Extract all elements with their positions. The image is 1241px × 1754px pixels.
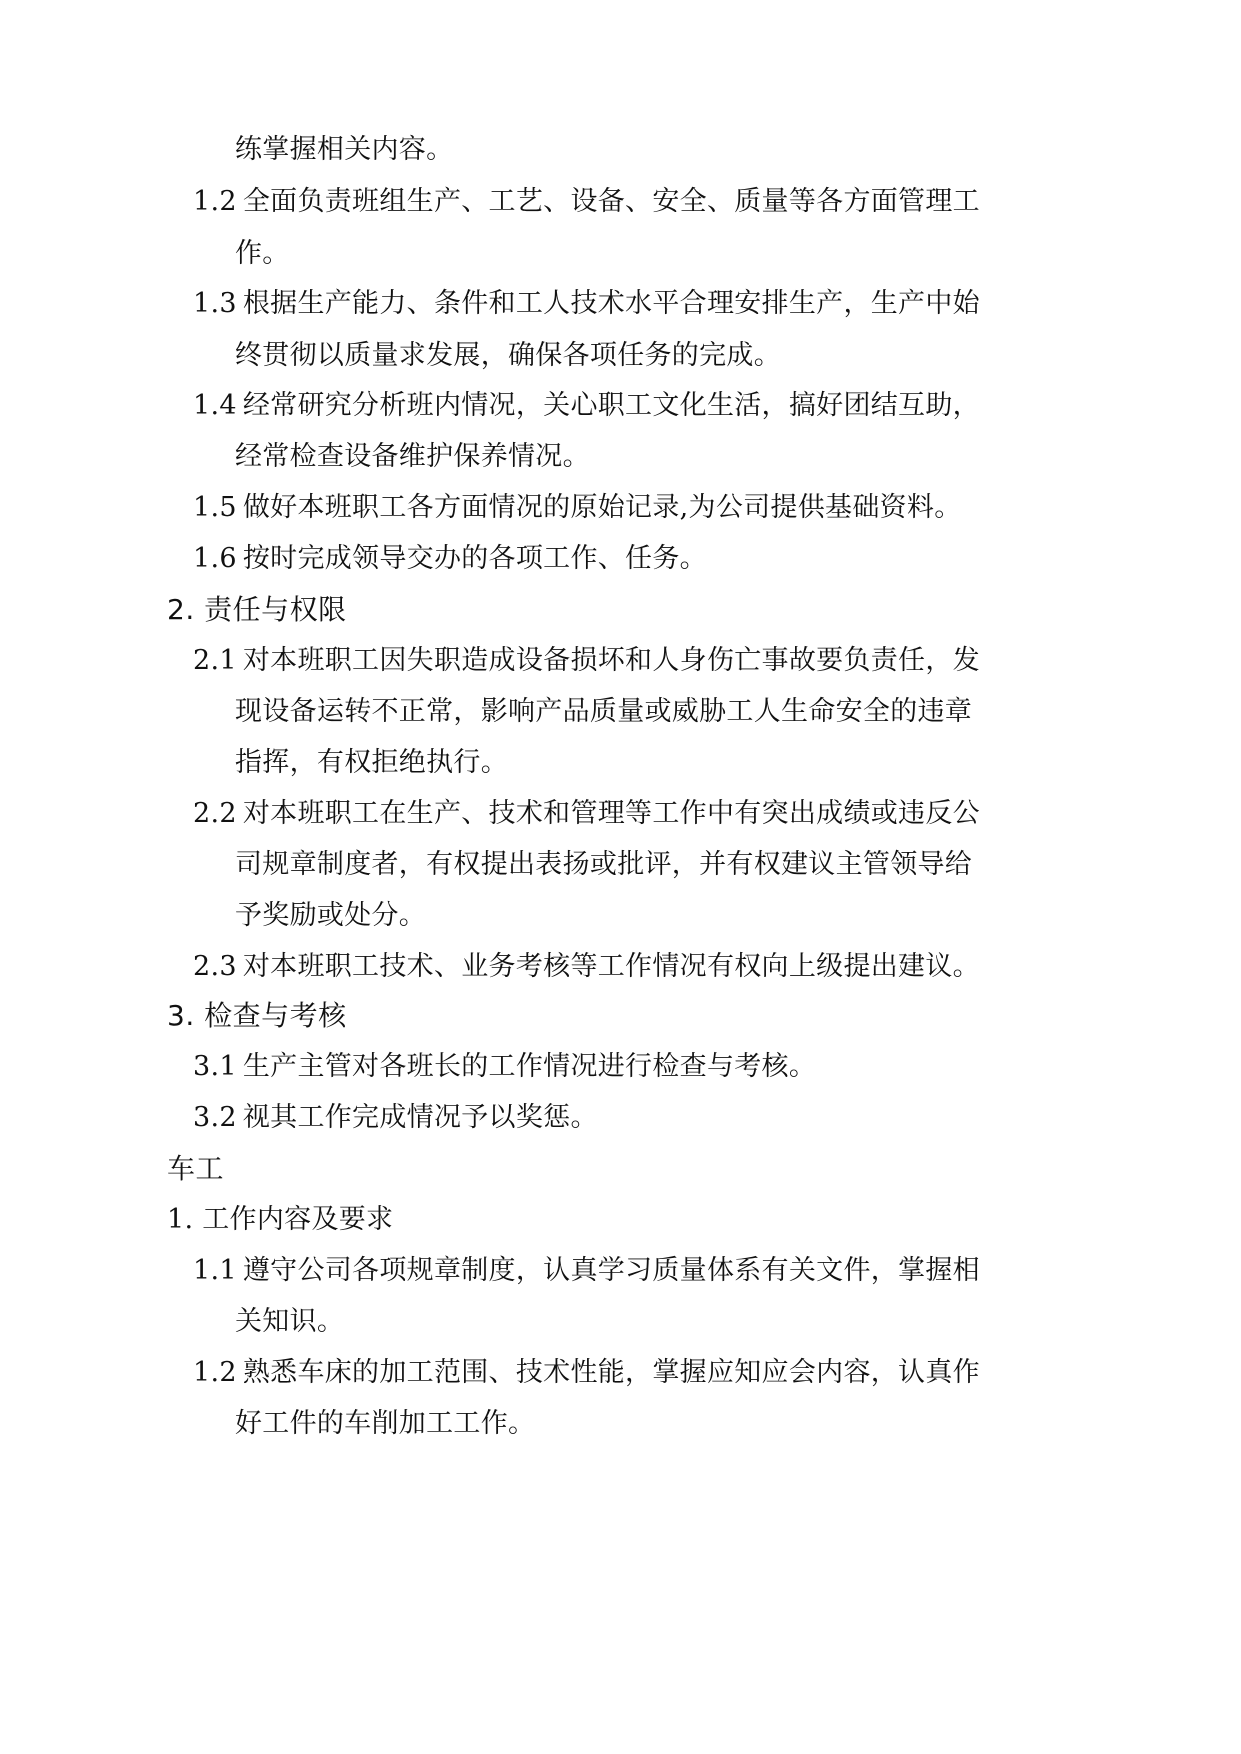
list-item-b-1-2: 1.2 熟悉车床的加工范围、技术性能，掌握应知应会内容，认真作 [193,1357,980,1388]
item-number: 1.4 [193,390,237,421]
list-item-b-1-1-continued: 关知识。 [235,1306,345,1337]
list-item-1-2-continued: 作。 [235,238,290,269]
list-item-2-2-continued: 予奖励或处分。 [235,900,427,931]
list-item-2-1: 2.1 对本班职工因失职造成设备损坏和人身伤亡事故要负责任，发 [193,645,980,676]
list-item-1-3: 1.3 根据生产能力、条件和工人技术水平合理安排生产，生产中始 [193,288,980,319]
item-number: 1.1 [193,1255,237,1286]
section-heading-2: 2. 责任与权限 [167,593,347,626]
item-number: 3.2 [193,1102,237,1133]
role-title: 车工 [167,1152,225,1185]
list-item-2-2: 2.2 对本班职工在生产、技术和管理等工作中有突出成绩或违反公 [193,798,980,829]
list-item-3-1: 3.1 生产主管对各班长的工作情况进行检查与考核。 [193,1051,817,1082]
list-item-1-6: 1.6 按时完成领导交办的各项工作、任务。 [193,543,707,574]
item-number: 2.2 [193,798,237,829]
item-number: 2.1 [193,645,237,676]
list-item-1-4-continued: 经常检查设备维护保养情况。 [235,441,590,472]
list-item-3-2: 3.2 视其工作完成情况予以奖惩。 [193,1102,598,1133]
list-item-2-1-continued: 指挥，有权拒绝执行。 [235,747,508,778]
item-number: 3.1 [193,1051,237,1082]
paragraph-continuation: 练掌握相关内容。 [235,134,454,165]
list-item-2-2-continued: 司规章制度者，有权提出表扬或批评，并有权建议主管领导给 [235,849,973,880]
list-item-1-5: 1.5 做好本班职工各方面情况的原始记录,为公司提供基础资料。 [193,492,962,523]
list-item-1-2: 1.2 全面负责班组生产、工艺、设备、安全、质量等各方面管理工 [193,186,980,217]
item-number: 1.6 [193,543,237,574]
list-item-2-3: 2.3 对本班职工技术、业务考核等工作情况有权向上级提出建议。 [193,951,980,982]
list-item-2-1-continued: 现设备运转不正常，影响产品质量或威胁工人生命安全的违章 [235,696,973,727]
item-number: 1.2 [193,1357,237,1388]
section-heading-3: 3. 检查与考核 [167,999,347,1032]
list-item-b-1-2-continued: 好工件的车削加工工作。 [235,1408,536,1439]
item-number: 1.2 [193,186,237,217]
list-item-1-3-continued: 终贯彻以质量求发展，确保各项任务的完成。 [235,340,781,371]
list-item-1-4: 1.4 经常研究分析班内情况，关心职工文化生活，搞好团结互助， [193,390,980,421]
list-item-b-1-1: 1.1 遵守公司各项规章制度，认真学习质量体系有关文件，掌握相 [193,1255,980,1286]
item-number: 1.3 [193,288,237,319]
item-number: 2.3 [193,951,237,982]
section-heading-1-work-content: 1. 工作内容及要求 [167,1204,394,1235]
item-number: 1.5 [193,492,237,523]
